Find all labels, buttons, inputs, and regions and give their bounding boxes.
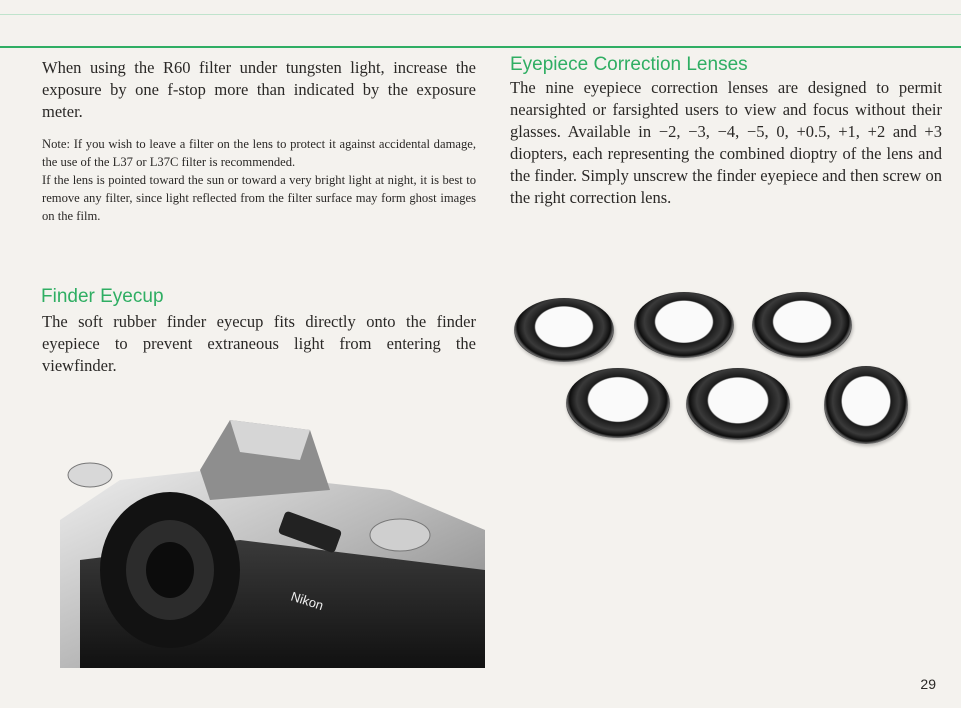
eyepiece-text: The nine eyepiece correction lenses are designed to permit nearsighted or farsighted users to view and focus without their glasses. Available in −2, −3, −4, −5, 0, +0.5, +1, +2 and +3 diopters, each representing the combined dioptry of the lens and the finder. Simply unscrew the finder eyepiece and then screw on the right correction lens. — [510, 78, 942, 207]
r60-paragraph: When using the R60 filter under tungsten light, increase the exposure by one f-stop more than indicated by the exposure meter. — [42, 58, 476, 121]
lens-ring — [686, 368, 790, 440]
lens-ring — [566, 368, 670, 438]
lens-ring — [752, 292, 852, 358]
finder-eyecup-text: The soft rubber finder eyecup fits directly onto the finder eyepiece to prevent extraneous light from entering the viewfinder. — [42, 312, 476, 375]
top-divider-thin — [0, 14, 961, 15]
eyepiece-heading: Eyepiece Correction Lenses — [510, 54, 748, 75]
lens-ring — [824, 366, 908, 444]
page-number: 29 — [920, 676, 936, 692]
filter-note-text-2: If the lens is pointed toward the sun or toward a very bright light at night, it is best to remove any filter, since light reflected from the filter surface may form ghost images on the film. — [42, 173, 476, 223]
lens-ring — [514, 298, 614, 362]
lens-ring — [634, 292, 734, 358]
filter-note-text: Note: If you wish to leave a filter on the lens to protect it against accidental damage, the use of the L37 or L37C filter is recommended. — [42, 137, 476, 169]
finder-eyecup-heading: Finder Eyecup — [41, 286, 164, 307]
camera-image — [60, 420, 485, 668]
nikon-logo: Nikon — [289, 588, 326, 614]
top-divider — [0, 46, 961, 48]
filter-note — [42, 135, 476, 225]
